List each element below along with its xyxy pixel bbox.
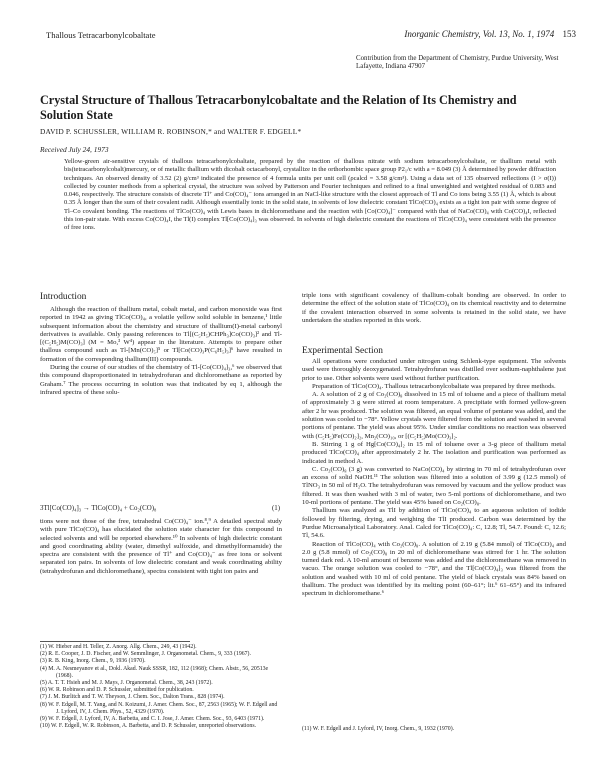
page-number: 153: [562, 29, 576, 39]
intro-paragraph-4: triple ions with significant covalency of thallium-cobalt bonding are observed. In order to determine the effect of the solution state of TlCo(CO)₄ on its chemical reactivity and to determine if the covalent interaction observed in some solvents is retained in the solid state, we have undertaken the studies reported in this work.: [302, 292, 566, 324]
journal-citation: Inorganic Chemistry, Vol. 13, No. 1, 1974: [404, 29, 555, 39]
author-list: DAVID P. SCHUSSLER, WILLIAM R. ROBINSON,* and WALTER F. EDGELL*: [40, 127, 302, 136]
reference-list: [40, 644, 280, 730]
received-date: Received July 24, 1973: [40, 145, 109, 154]
experimental-heading: Experimental Section: [302, 346, 383, 356]
contribution-note: Contribution from the Department of Chemistry, Purdue University, West Lafayette, Indiana 47907: [356, 55, 559, 71]
equation-1: [40, 505, 280, 512]
reference-item-right: (11) W. F. Edgell and J. Lyford, IV, Inorg. Chem., 9, 1932 (1970).: [302, 726, 455, 732]
introduction-body-1: [40, 306, 282, 397]
reference-item: (5) A. T. T. Hsieh and M. J. Mays, J. Organometal. Chem., 38, 243 (1972).: [40, 680, 213, 687]
method-c-paragraph: C. Co₂(CO)₈ (3 g) was converted to NaCo(CO)₄ by stirring in 70 ml of tetrahydrofuran over an excess of solid NaOH.¹¹ The solution was filtered into a solution of 3.99 g (12.5 mmol) of TlNO₃ in 50 ml of H₂O. The tetrahydrofuran was removed by vacuum and the yellow product was filtered. It was then washed with 3 ml of water, two 5-ml portions of dichloromethane, and two 10-ml portions of pentane. The yield was 45% based on Co₂(CO)₈.: [302, 465, 566, 507]
reference-item: (4) M. A. Nesmeyanov et al., Dokl. Akad. Nauk SSSR, 182, 112 (1968); Chem. Abstr., 56, 20513e (1968).: [40, 665, 269, 679]
analysis-paragraph: Thallium was analyzed as TlI by addition of TlCo(CO)₄ to an aqueous solution of iodide followed by filtering, drying, and weighing the TlI produced. Carbon was determined by the Purdue Microanalytical Laboratory. Anal. Calcd for TlCo(CO)₄: C, 12.8; Tl, 54.7. Found: C, 12.6; Tl, 54.6.: [302, 507, 566, 540]
reference-item: (8) W. F. Edgell, M. T. Yang, and N. Koizumi, J. Amer. Chem. Soc., 87, 2563 (1965); W. F. Edgell and J. Lyford, IV, J. Chem. Phys., 52, 4329 (1970).: [40, 701, 278, 715]
method-b-paragraph: B. Stirring 1 g of Hg[Co(CO)₄]₂ in 15 ml of toluene over a 3-g piece of thallium metal produced TlCo(CO)₄ after approximately 2 hr. The isolation and purification was performed as indicated in method A.: [302, 440, 566, 465]
reference-item: (6) W. R. Robinson and D. P. Schussler, submitted for publication.: [40, 687, 194, 694]
running-title: Thallous Tetracarbonylcobaltate: [46, 30, 156, 40]
experimental-paragraph-2: Preparation of TlCo(CO)₄. Thallous tetracarbonylcobaltate was prepared by three methods.: [312, 382, 556, 390]
reference-item: (1) W. Hieber and H. Teller, Z. Anorg. Allg. Chem., 249, 43 (1942).: [40, 644, 197, 650]
reference-item: (7) J. M. Burlitch and T. W. Theyson, J. Chem. Soc., Dalton Trans., 828 (1974).: [40, 694, 225, 701]
reference-item: (10) W. F. Edgell, W. R. Robinson, A. Barbetta, and D. P. Schussler, unreported observations.: [40, 723, 257, 730]
equation-text: 3Tl[Co(CO)₄]₃ → TlCo(CO)₄ + Co₂(CO)₈: [40, 505, 157, 512]
reaction-paragraph: Reaction of TlCo(CO)₄ with Co₂(CO)₈. A solution of 2.19 g (5.84 mmol) of TlCo(CO)₄ and 2.0 g (5.8 mmol) of Co₂(CO)₈ in 20 ml of dichloromethane was stirred for 1 hr. The solution turned dark red. A 10-ml amount of benzene was added and the dichloromethane was removed in vacuo. The orange solution was cooled to −78°, and the Tl[Co(CO)₄]₃ was filtered from the solution and washed with 10 ml of cold pentane. The yield of black crystals was 84% based on thallium. The product was identified by its melting point (60–61°; lit.⁶ 61–65°) and its infrared spectrum in dichloromethane.⁶: [302, 540, 566, 598]
footnote-rule: [40, 641, 190, 642]
intro-paragraph-2: During the course of our studies of the chemistry of Tl-[Co(CO)₄]₃,⁶ we observed that this compound disproportionated in tetrahydrofuran and dichloromethane as reported by Graham.⁷ The process occurring in solution was that indicated by eq 1, although the infrared spectra of these solu-: [40, 364, 282, 396]
experimental-paragraph-1: All operations were conducted under nitrogen using Schlenk-type equipment. The solvents used were thoroughly deoxygenated. Tetrahydrofuran was distilled over sodium-naphthalene just prior to use. Other solvents were used without further purification.: [302, 358, 566, 382]
article-title: Crystal Structure of Thallous Tetracarbonylcobaltate and the Relation of Its Chemistry and Solution State: [40, 93, 517, 122]
introduction-continued: [302, 292, 566, 325]
intro-paragraph-1: Although the reaction of thallium metal, cobalt metal, and carbon monoxide was first reported in 1942 as giving TlCo(CO)₄, a volatile yellow solid soluble in benzene,¹ little subsequent information about the chemistry and structure of thallium(I)-metal carbonyl derivatives is available. Only passing references to Tl[(C₅H₅)CHPh₃]Co(CO)₃]² and Tl-[(C₅H₅)M(CO)₃] (M = Mo,³ W⁴) appear in the literature. Attempts to prepare other thallous compound such as Tl-[Mn(CO)₅]⁵ or Tl[Co(CO)₃P(C₆H₅)₃]⁶ have resulted in formation of the corresponding thallium(III) compounds.: [40, 306, 282, 363]
reference-item: (3) R. B. King, Inorg. Chem., 9, 1936 (1970).: [40, 658, 146, 665]
equation-number: (1): [271, 505, 280, 512]
experimental-body: [302, 358, 566, 599]
introduction-body-2: [40, 518, 282, 576]
journal-header: [404, 29, 576, 39]
method-a-paragraph: A. A solution of 2 g of Co₂(CO)₈ dissolved in 15 ml of toluene and a piece of thallium metal of approximately 3 g were stirred at room temperature. A precipitate with formed yellow-green after 2 hr was produced. The solution was filtered, an equal volume of pentane was added, and the solution was cooled to −78°. Yellow crystals were filtered from the solution and washed in several portions of pentane. The yield was about 95%. Under similar conditions no reaction was observed with (C₅H₅)Fe(CO)₂]₂, Mn₂(CO)₁₀, or [(C₅H₅)Mo(CO)₃]₂.: [302, 391, 566, 440]
reference-item: (9) W. F. Edgell, J. Lyford, IV, A. Barbetta, and C. I. Jose, J. Amer. Chem. Soc., 93, 6403 (1971).: [40, 716, 265, 723]
introduction-heading: Introduction: [40, 292, 87, 302]
abstract: Yellow-green air-sensitive crystals of thallous tetracarbonylcobaltate, prepared by the reaction of thallous nitrate with sodium tetracarbonylcobaltate, or thallium metal with bis(tetracarbonylcobalt)mercury, or of metallic thallium with dicobalt octacarbonyl, crystallize in the orthorhombic space group P2₁/c with a = 8.049 (3) Å determined by powder diffraction techniques. An observed density of 3.52 (2) g/cm³ indicated the presence of 4 formula units per unit cell (ρcalcd = 3.58 g/cm³). Using a data set of 135 observed reflections (I > σ(I)) collected by counter methods from a spherical crystal, the structure was solved by Patterson and Fourier techniques and refined to a final unweighted and weighted residual of 0.083 and 0.046, respectively. The structure consists of discrete Tl⁺ and Co(CO)₄⁻ ions arranged in an NaCl-like structure with the closest approach of Tl and Co ions being 3.55 (1) Å, which is about 0.35 Å longer than the sum of their covalent radii. Although essentially ionic in the solid state, in solvents of low dielectric constant TlCo(CO)₄ exists as a tight ion pair with some degree of Tl–Co covalent bonding. The reactions of TlCo(CO)₄ with Lewis bases in dichloromethane and the reaction with [Co(CO)₄]⁻ compared with that of NaCo(CO)₄ with Co(CO)₄I, reflected this ion-pair state. With excess Co(CO)₄I, the Tl(I) complex Tl[Co(CO)₄]₃ was observed. In solvents of high dielectric constant the reactions of TlCo(CO)₄ were consistent with the presence of free ions.: [64, 158, 556, 231]
intro-paragraph-3: tions were not those of the free, tetrahedral Co(CO)₄⁻ ion.⁸,⁹ A detailed spectral study with pure TlCo(CO)₄ has elucidated the solution state character for this compound in selected solvents and will be reported elsewhere.¹⁰ In solvents of high dielectric constant and good coordinating ability (water, dimethyl sulfoxide, and dimethylformamide) the spectra are consistent with the presence of Tl⁺ and Co(CO)₄⁻ as free ions or solvent separated ion pairs. In solvents of low dielectric constant and weak coordinating ability (tetrahydrofuran and dichloromethane), spectra consistent with tight ion pairs and: [40, 518, 282, 575]
reference-item: (2) R. E. Cooper, J. D. Fischer, and W. Semmlinger, J. Organometal. Chem., 9, 333 (1967).: [40, 651, 251, 658]
